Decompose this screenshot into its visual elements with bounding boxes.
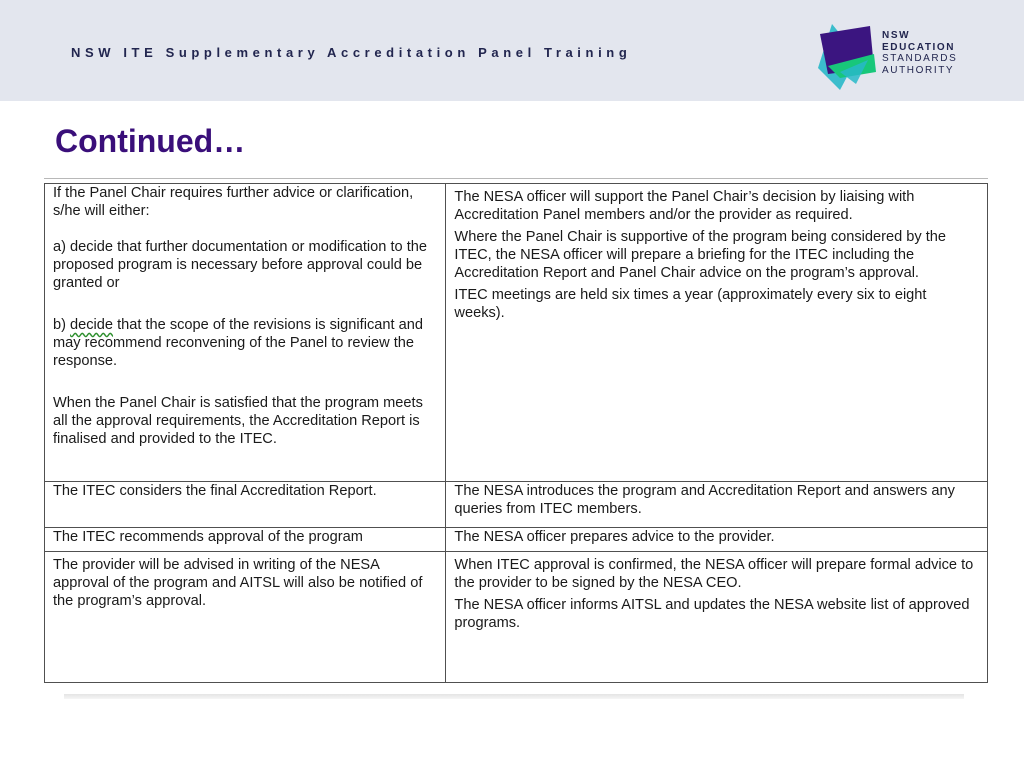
- table-top-rule: [44, 178, 988, 179]
- table-row: [45, 482, 988, 528]
- logo-line-authority: AUTHORITY: [882, 64, 955, 76]
- spellcheck-underlined-word: decide: [70, 317, 114, 333]
- logo-line-standards: STANDARDS: [882, 53, 958, 64]
- cell-paragraph: Where the Panel Chair is supportive of the program being considered by the ITEC, the NESA officer will prepare a briefing for the ITEC including the Accreditation Report and Panel Chair advice on the program’s approval.: [454, 229, 947, 281]
- nesa-logo-mark-icon: [818, 24, 878, 90]
- table-cell-left: [45, 184, 446, 482]
- presentation-title: NSW ITE Supplementary Accreditation Panel Training: [71, 45, 632, 60]
- cell-paragraph: The NESA introduces the program and Accreditation Report and answers any queries from ITEC members.: [454, 483, 955, 517]
- cell-paragraph: The NESA officer informs AITSL and updates the NESA website list of approved programs.: [454, 597, 970, 631]
- paragraph-rest: that the scope of the revisions is significant and may recommend reconvening of the Panel to review the response.: [53, 317, 423, 369]
- logo-line-education: EDUCATION: [882, 41, 956, 53]
- logo-line-nsw: NSW: [882, 30, 911, 41]
- cell-paragraph: ITEC meetings are held six times a year (approximately every six to eight weeks).: [454, 287, 927, 321]
- process-table-container: [44, 178, 988, 693]
- cell-paragraph: If the Panel Chair requires further advice or clarification, s/he will either:: [53, 185, 414, 219]
- nesa-logo: [818, 24, 978, 90]
- cell-paragraph: a) decide that further documentation or modification to the proposed program is necessary before approval could be granted or: [53, 239, 427, 291]
- table-row: [45, 184, 988, 482]
- table-cell-left: [45, 552, 446, 683]
- process-table: [44, 183, 988, 683]
- table-bottom-shadow: [64, 694, 964, 699]
- paragraph-prefix: b): [53, 317, 71, 333]
- table-cell-right: [446, 482, 988, 528]
- page-title: Continued…: [55, 123, 246, 159]
- cell-paragraph: When the Panel Chair is satisfied that the program meets all the approval requirements, the Accreditation Report is finalised and provided to the ITEC.: [53, 395, 423, 447]
- table-cell-right: [446, 184, 988, 482]
- cell-paragraph: The NESA officer will support the Panel Chair’s decision by liaising with Accreditation Panel members and/or the provider as required.: [454, 189, 915, 223]
- nesa-logo-text: [882, 30, 957, 76]
- table-cell-left: [45, 528, 446, 552]
- table-row: [45, 552, 988, 683]
- cell-paragraph: [53, 316, 437, 370]
- table-cell-left: [45, 482, 446, 528]
- cell-paragraph: When ITEC approval is confirmed, the NESA officer will prepare formal advice to the provider to be signed by the NESA CEO.: [454, 557, 974, 591]
- cell-paragraph: The NESA officer prepares advice to the provider.: [454, 529, 775, 545]
- table-cell-right: [446, 528, 988, 552]
- table-row: [45, 528, 988, 552]
- cell-paragraph: The provider will be advised in writing of the NESA approval of the program and AITSL will also be notified of the program’s approval.: [53, 557, 423, 609]
- cell-paragraph: The ITEC recommends approval of the program: [53, 529, 363, 545]
- table-cell-right: [446, 552, 988, 683]
- cell-paragraph: The ITEC considers the final Accreditation Report.: [53, 483, 377, 499]
